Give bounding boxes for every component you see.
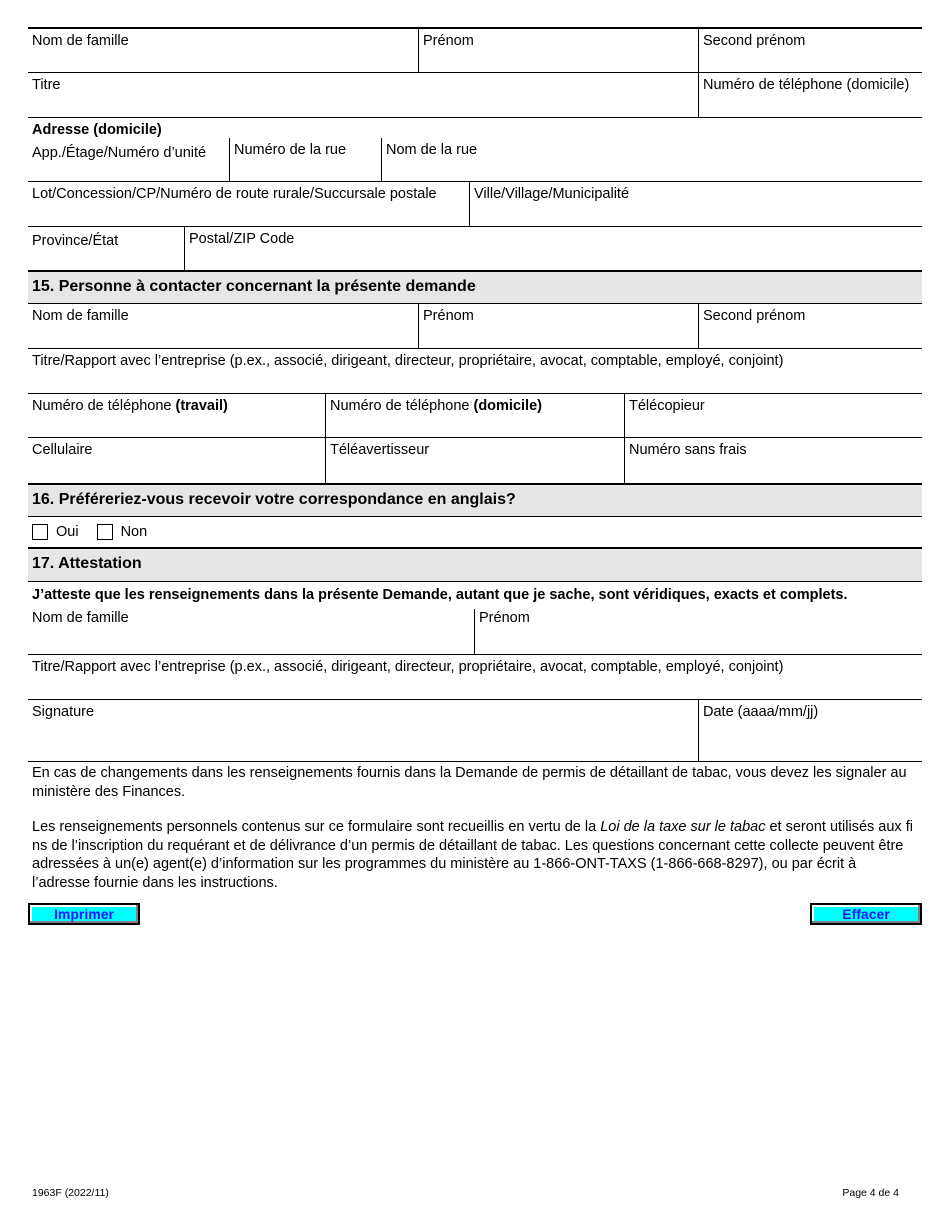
work-phone-label: Numéro de téléphone bbox=[32, 398, 172, 414]
form-page bbox=[28, 27, 922, 892]
attest-title-row bbox=[28, 655, 922, 700]
street-number-label: Numéro de la rue bbox=[234, 142, 347, 158]
tobacco-tax-act: Loi de la taxe sur le tabac bbox=[600, 819, 766, 835]
first-name-label: Prénom bbox=[423, 33, 474, 49]
cell-label: Cellulaire bbox=[32, 442, 93, 458]
signature-label: Signature bbox=[32, 704, 95, 720]
province-row bbox=[28, 227, 922, 270]
middle-name-field[interactable] bbox=[698, 29, 922, 72]
city-field[interactable] bbox=[469, 182, 922, 226]
work-phone-field[interactable] bbox=[28, 394, 325, 437]
section-15-heading: 15. Personne à contacter concernant la présente demande bbox=[28, 270, 922, 304]
no-checkbox[interactable] bbox=[97, 524, 113, 540]
postal-field[interactable] bbox=[184, 227, 922, 270]
title-label: Titre bbox=[32, 77, 61, 93]
cell-field[interactable] bbox=[28, 438, 325, 483]
language-choice-row bbox=[28, 517, 922, 549]
no-label: Non bbox=[120, 524, 148, 540]
toll-free-label: Numéro sans frais bbox=[629, 442, 747, 458]
street-number-field[interactable] bbox=[229, 138, 381, 181]
lot-row bbox=[28, 182, 922, 227]
signature-row bbox=[28, 700, 922, 762]
street-name-label: Nom de la rue bbox=[386, 142, 478, 158]
signature-field[interactable] bbox=[28, 700, 698, 761]
unit-label: App./Étage/Numéro d’unité bbox=[32, 145, 207, 161]
home-phone-label: Numéro de téléphone (domicile) bbox=[703, 77, 910, 93]
province-field[interactable] bbox=[28, 227, 184, 270]
title-field[interactable] bbox=[28, 73, 698, 117]
form-id: 1963F (2022/11) bbox=[32, 1187, 109, 1199]
lot-field[interactable] bbox=[28, 182, 469, 226]
toll-free-field[interactable] bbox=[624, 438, 922, 483]
attest-name-row bbox=[28, 609, 922, 655]
contact-middle-name-field[interactable] bbox=[698, 304, 922, 348]
changes-notice: En cas de changements dans les renseignements fournis dans la Demande de permis de détaillant de tabac, vous devez les signaler au ministère des Finances. bbox=[32, 765, 907, 800]
contact-cell-row bbox=[28, 438, 922, 483]
contact-first-name-label: Prénom bbox=[423, 308, 474, 324]
privacy-text-end: et seront utilisés aux fi ns de l’inscription du requérant et de délivrance d’un permis de détaillant de tabac. Les questions concernant cette collecte peuvent être adressées à un(e) agent(e) d’information sur les programmes du ministère au 1-866-ONT-TAXS (1-866-668-8297), ou par écrit à l’adresse fournie dans les instructions. bbox=[32, 819, 913, 891]
first-name-field[interactable] bbox=[418, 29, 698, 72]
last-name-field[interactable] bbox=[28, 29, 418, 72]
pager-field[interactable] bbox=[325, 438, 624, 483]
section-17-heading: 17. Attestation bbox=[28, 549, 922, 582]
yes-checkbox[interactable] bbox=[32, 524, 48, 540]
pager-label: Téléavertisseur bbox=[330, 442, 430, 458]
province-label: Province/État bbox=[32, 233, 119, 249]
contact-last-name-field[interactable] bbox=[28, 304, 418, 348]
title-row bbox=[28, 73, 922, 118]
yes-label: Oui bbox=[56, 524, 79, 540]
attestation-statement: J’atteste que les renseignements dans la présente Demande, autant que je sache, sont véridiques, exacts et complets. bbox=[32, 587, 848, 603]
contact-phone-row bbox=[28, 394, 922, 438]
attest-last-name-label: Nom de famille bbox=[32, 610, 129, 626]
address-heading: Adresse (domicile) bbox=[32, 122, 162, 138]
contact-title-label: Titre/Rapport avec l’entreprise (p.ex., associé, dirigeant, directeur, propriétaire, avocat, comptable, employé, conjoint) bbox=[32, 353, 784, 369]
middle-name-label: Second prénom bbox=[703, 33, 806, 49]
street-name-field[interactable] bbox=[381, 138, 922, 181]
attest-title-field[interactable] bbox=[28, 655, 922, 699]
fax-field[interactable] bbox=[624, 394, 922, 437]
date-label: Date (aaaa/mm/jj) bbox=[703, 704, 819, 720]
attest-first-name-label: Prénom bbox=[479, 610, 530, 626]
page-number: Page 4 de 4 bbox=[842, 1187, 899, 1199]
last-name-label: Nom de famille bbox=[32, 33, 129, 49]
contact-middle-name-label: Second prénom bbox=[703, 308, 806, 324]
name-row bbox=[28, 27, 922, 73]
contact-name-row bbox=[28, 304, 922, 349]
privacy-notice bbox=[28, 818, 922, 892]
section-16-heading: 16. Préféreriez-vous recevoir votre correspondance en anglais? bbox=[28, 483, 922, 517]
unit-field[interactable] bbox=[28, 138, 229, 181]
fax-label: Télécopieur bbox=[629, 398, 705, 414]
attest-title-label: Titre/Rapport avec l’entreprise (p.ex., associé, dirigeant, directeur, propriétaire, avocat, comptable, employé, conjoint) bbox=[32, 659, 784, 675]
contact-title-field[interactable] bbox=[28, 349, 922, 393]
contact-first-name-field[interactable] bbox=[418, 304, 698, 348]
city-label: Ville/Village/Municipalité bbox=[474, 186, 630, 202]
attest-first-name-field[interactable] bbox=[474, 609, 922, 654]
attest-last-name-field[interactable] bbox=[28, 609, 474, 654]
contact-last-name-label: Nom de famille bbox=[32, 308, 129, 324]
print-button[interactable]: Imprimer bbox=[28, 903, 140, 925]
date-field[interactable] bbox=[698, 700, 922, 761]
home-qualifier: (domicile) bbox=[473, 398, 542, 414]
lot-label: Lot/Concession/CP/Numéro de route rurale/Succursale postale bbox=[32, 186, 437, 202]
contact-home-phone-label: Numéro de téléphone bbox=[330, 398, 470, 414]
address-row bbox=[28, 138, 922, 182]
postal-label: Postal/ZIP Code bbox=[189, 231, 295, 247]
contact-title-row bbox=[28, 349, 922, 394]
privacy-text-start: Les renseignements personnels contenus sur ce formulaire sont recueillis en vertu de la bbox=[32, 819, 601, 835]
clear-button[interactable]: Effacer bbox=[810, 903, 922, 925]
home-phone-field[interactable] bbox=[698, 73, 922, 117]
contact-home-phone-field[interactable] bbox=[325, 394, 624, 437]
work-qualifier: (travail) bbox=[175, 398, 228, 414]
